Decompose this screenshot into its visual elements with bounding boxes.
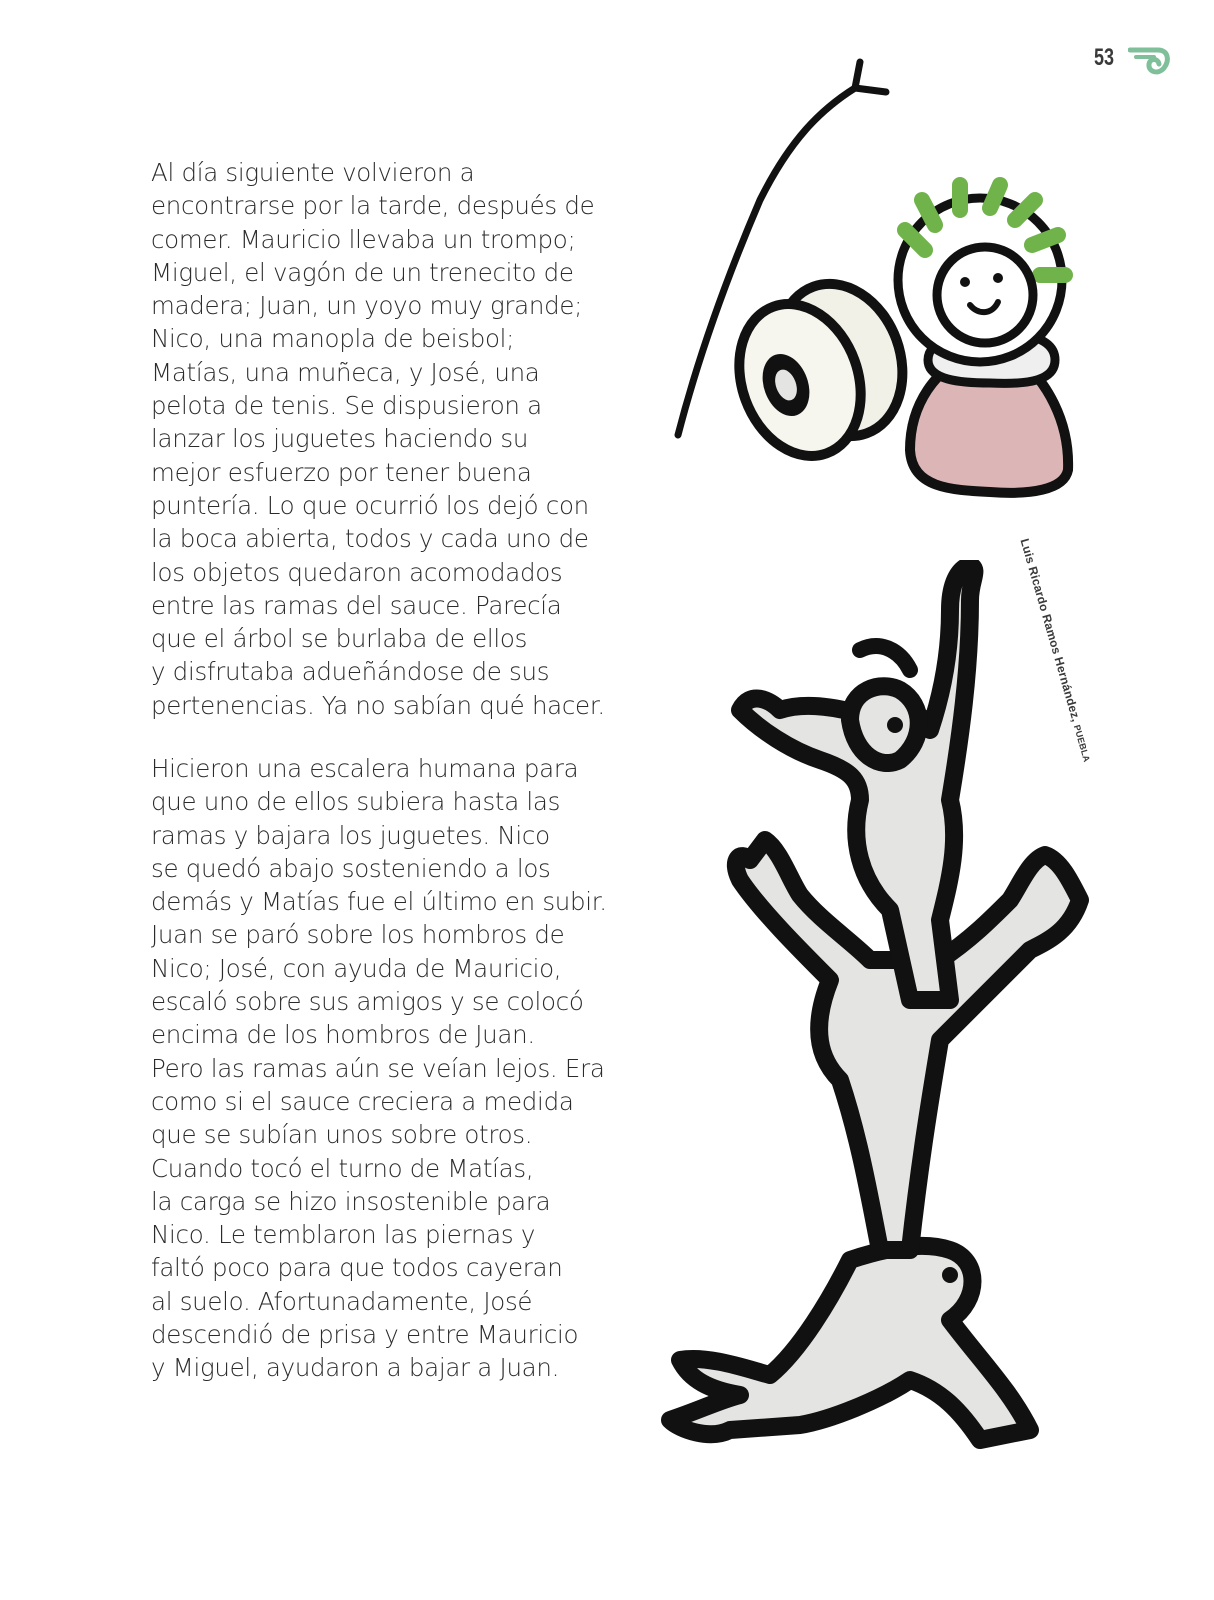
- text-line: ramas y bajara los juguetes. Nico: [151, 820, 550, 850]
- text-line: lanzar los juguetes haciendo su: [151, 424, 529, 454]
- text-line: Cuando tocó el turno de Matías,: [151, 1153, 534, 1183]
- text-line: pertenencias. Ya no sabían qué hacer.: [151, 690, 605, 720]
- text-line: los objetos quedaron acomodados: [151, 557, 563, 587]
- text-line: escaló sobre sus amigos y se colocó: [151, 987, 584, 1017]
- text-line: madera; Juan, un yoyo muy grande;: [151, 291, 583, 321]
- credit-author: Luis Ricardo Ramos Hernández,: [1017, 537, 1084, 724]
- credit-place: PUEBLA: [1071, 723, 1092, 764]
- text-line: la boca abierta, todos y cada uno de: [151, 524, 589, 554]
- text-line: Nico. Le temblaron las piernas y: [151, 1220, 536, 1250]
- text-line: Nico, una manopla de beisbol;: [151, 324, 515, 354]
- text-line: encima de los hombros de Juan.: [151, 1020, 535, 1050]
- text-line: como si el sauce creciera a medida: [151, 1086, 574, 1116]
- text-line: Pero las ramas aún se veían lejos. Era: [151, 1053, 605, 1083]
- human-ladder-illustration: [650, 560, 1130, 1520]
- text-line: comer. Mauricio llevaba un trompo;: [151, 224, 576, 254]
- text-line: la carga se hizo insostenible para: [151, 1186, 551, 1216]
- yoyo-and-doll-illustration: [660, 50, 1100, 520]
- text-line: Hicieron una escalera humana para: [151, 754, 579, 783]
- doll-icon: [898, 185, 1068, 493]
- text-line: se quedó abajo sosteniendo a los: [151, 853, 551, 883]
- text-line: y Miguel, ayudaron a bajar a Juan.: [151, 1353, 560, 1383]
- text-line: puntería. Lo que ocurrió los dejó con: [151, 490, 589, 520]
- text-line: Al día siguiente volvieron a: [151, 158, 475, 187]
- text-line: Juan se paró sobre los hombros de: [151, 920, 565, 950]
- text-line: y disfrutaba adueñándose de sus: [151, 657, 550, 687]
- text-line: descendió de prisa y entre Mauricio: [151, 1320, 579, 1350]
- text-line: entre las ramas del sauce. Parecía: [151, 590, 562, 620]
- story-paragraph-2: [151, 752, 631, 1385]
- text-line: faltó poco para que todos cayeran: [151, 1253, 563, 1283]
- yoyo-icon: [719, 266, 923, 473]
- text-line: Miguel, el vagón de un trenecito de: [151, 257, 574, 287]
- text-line: al suelo. Afortunadamente, José: [151, 1286, 533, 1316]
- text-line: pelota de tenis. Se dispusieron a: [151, 391, 542, 421]
- text-line: mejor esfuerzo por tener buena: [151, 457, 532, 487]
- story-paragraph-1: [151, 156, 631, 722]
- text-line: demás y Matías fue el último en subir.: [151, 887, 607, 917]
- text-line: que uno de ellos subiera hasta las: [151, 787, 561, 817]
- text-line: que el árbol se burlaba de ellos: [151, 624, 528, 654]
- page-logo-icon: [1128, 42, 1172, 78]
- text-line: encontrarse por la tarde, después de: [151, 191, 595, 221]
- page-number: 53: [1094, 44, 1115, 71]
- text-line: Matías, una muñeca, y José, una: [151, 357, 540, 387]
- text-line: que se subían unos sobre otros.: [151, 1120, 533, 1150]
- text-line: Nico; José, con ayuda de Mauricio,: [151, 953, 562, 983]
